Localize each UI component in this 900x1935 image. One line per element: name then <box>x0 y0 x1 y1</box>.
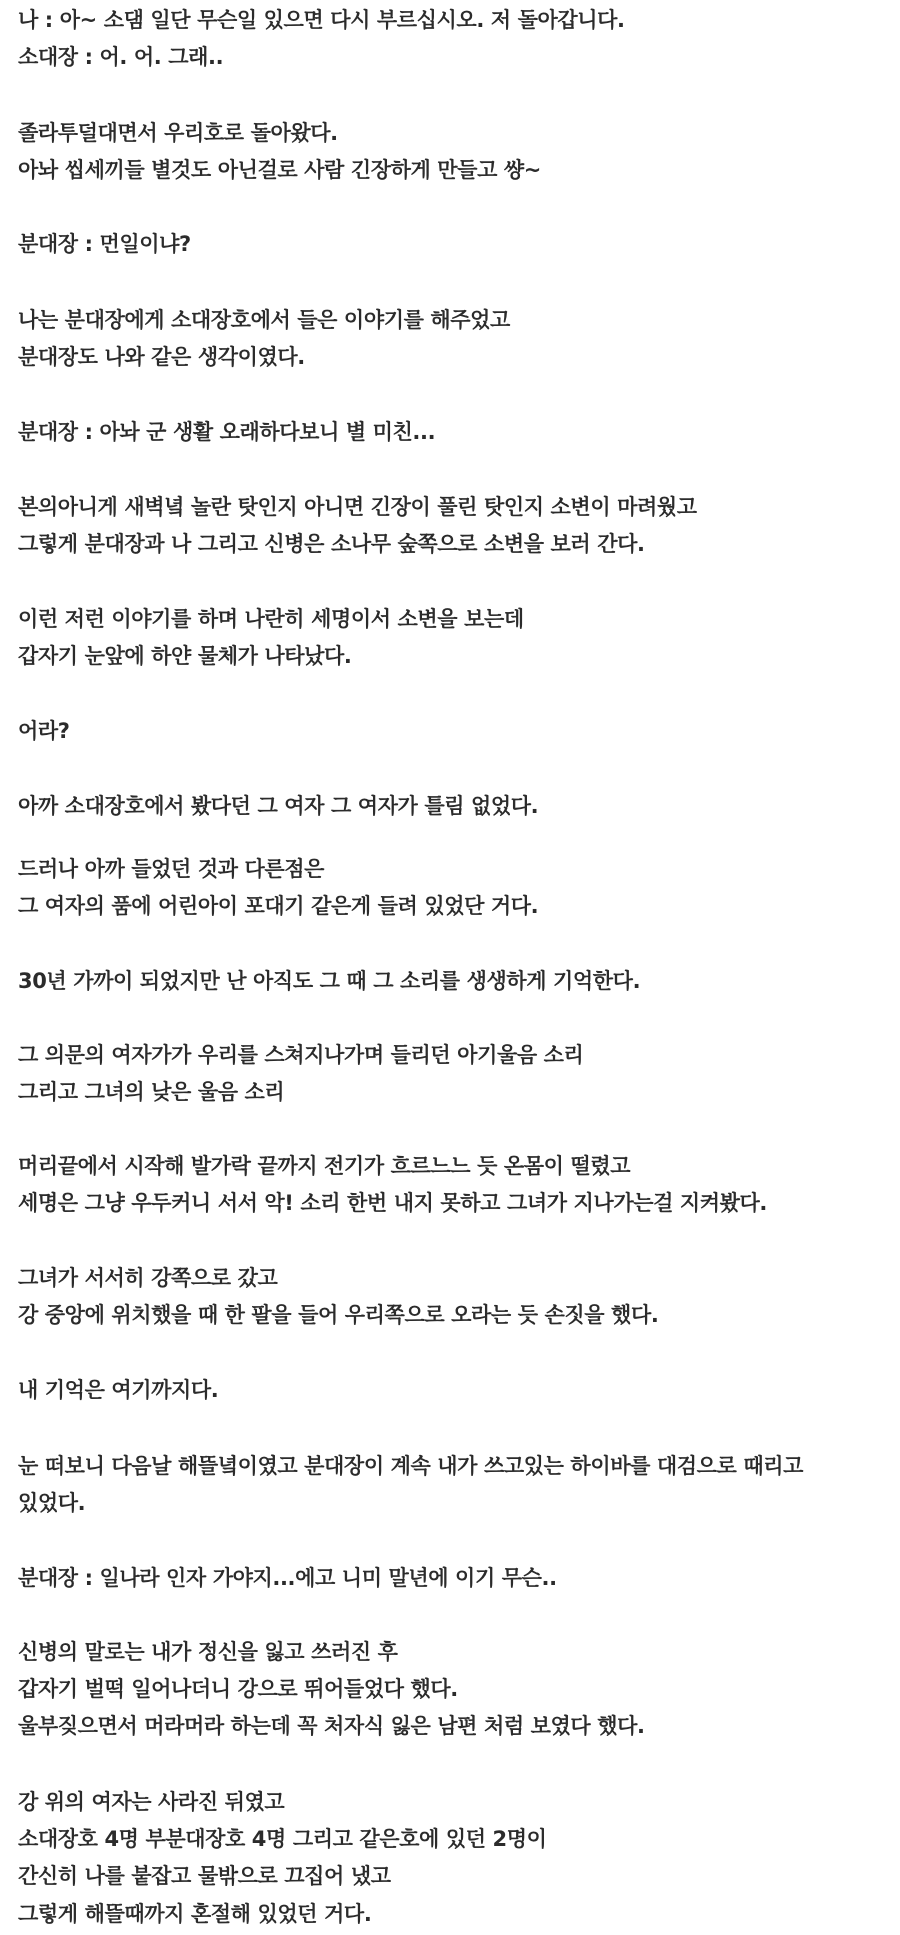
story-line: 그 여자의 품에 어린아이 포대기 같은게 들려 있었단 거다. <box>18 894 539 918</box>
story-line: 나 : 아~ 소댐 일단 무슨일 있으면 다시 부르십시오. 저 돌아갑니다. <box>18 8 625 32</box>
story-line: 졸라투덜대면서 우리호로 돌아왔다. <box>18 121 338 145</box>
story-line: 신병의 말로는 내가 정신을 잃고 쓰러진 후 <box>18 1640 398 1664</box>
story-line: 강 중앙에 위치했을 때 한 팔을 들어 우리쪽으로 오라는 듯 손짓을 했다. <box>18 1303 659 1327</box>
story-line: 이런 저런 이야기를 하며 나란히 세명이서 소변을 보는데 <box>18 607 524 631</box>
story-line: 그 의문의 여자가가 우리를 스쳐지나가며 들리던 아기울음 소리 <box>18 1043 584 1067</box>
story-line: 소대장호 4명 부분대장호 4명 그리고 같은호에 있던 2명이 <box>18 1827 547 1851</box>
story-line: 세명은 그냥 우두커니 서서 악! 소리 한번 내지 못하고 그녀가 지나가는걸 지켜봤다. <box>18 1191 768 1215</box>
story-line: 아까 소대장호에서 봤다던 그 여자 그 여자가 틀림 없었다. <box>18 794 539 818</box>
story-line: 갑자기 벌떡 일어나더니 강으로 뛰어들었다 했다. <box>18 1677 458 1701</box>
story-line: 분대장 : 먼일이냐? <box>18 232 191 256</box>
story-line: 머리끝에서 시작해 발가락 끝까지 전기가 흐르느느 듯 온몸이 떨렸고 <box>18 1154 631 1178</box>
story-line: 그렇게 해뜰때까지 혼절해 있었던 거다. <box>18 1902 372 1926</box>
story-line: 그렇게 분대장과 나 그리고 신병은 소나무 숲쪽으로 소변을 보러 간다. <box>18 532 645 556</box>
story-line: 눈 떠보니 다음날 해뜰녘이였고 분대장이 계속 내가 쓰고있는 하이바를 대검으로 때리고 <box>18 1454 804 1478</box>
story-line: 갑자기 눈앞에 하얀 물체가 나타났다. <box>18 644 352 668</box>
story-line: 분대장 : 아놔 군 생활 오래하다보니 별 미친... <box>18 420 436 444</box>
story-line: 내 기억은 여기까지다. <box>18 1378 219 1402</box>
story-line: 있었다. <box>18 1491 86 1515</box>
story-line: 나는 분대장에게 소대장호에서 들은 이야기를 해주었고 <box>18 308 510 332</box>
story-line: 울부짖으면서 머라머라 하는데 꼭 처자식 잃은 남편 처럼 보였다 했다. <box>18 1714 645 1738</box>
story-line: 간신히 나를 붙잡고 물밖으로 끄집어 냈고 <box>18 1864 391 1888</box>
story-line: 아놔 씹세끼들 별것도 아닌걸로 사람 긴장하게 만들고 썅~ <box>18 158 541 182</box>
story-line: 그리고 그녀의 낮은 울음 소리 <box>18 1080 285 1104</box>
story-line: 분대장도 나와 같은 생각이였다. <box>18 345 305 369</box>
story-line: 어라? <box>18 719 70 743</box>
story-line: 30년 가까이 되었지만 난 아직도 그 때 그 소리를 생생하게 기억한다. <box>18 969 641 993</box>
story-line: 강 위의 여자는 사라진 뒤였고 <box>18 1790 285 1814</box>
story-line: 본의아니게 새벽녘 놀란 탓인지 아니면 긴장이 풀린 탓인지 소변이 마려웠고 <box>18 495 697 519</box>
story-line: 드러나 아까 들었던 것과 다른점은 <box>18 857 325 881</box>
story-line: 분대장 : 일나라 인자 가야지...에고 니미 말년에 이기 무슨.. <box>18 1566 557 1590</box>
story-line: 그녀가 서서히 강쪽으로 갔고 <box>18 1266 278 1290</box>
story-line: 소대장 : 어. 어. 그래.. <box>18 45 224 69</box>
